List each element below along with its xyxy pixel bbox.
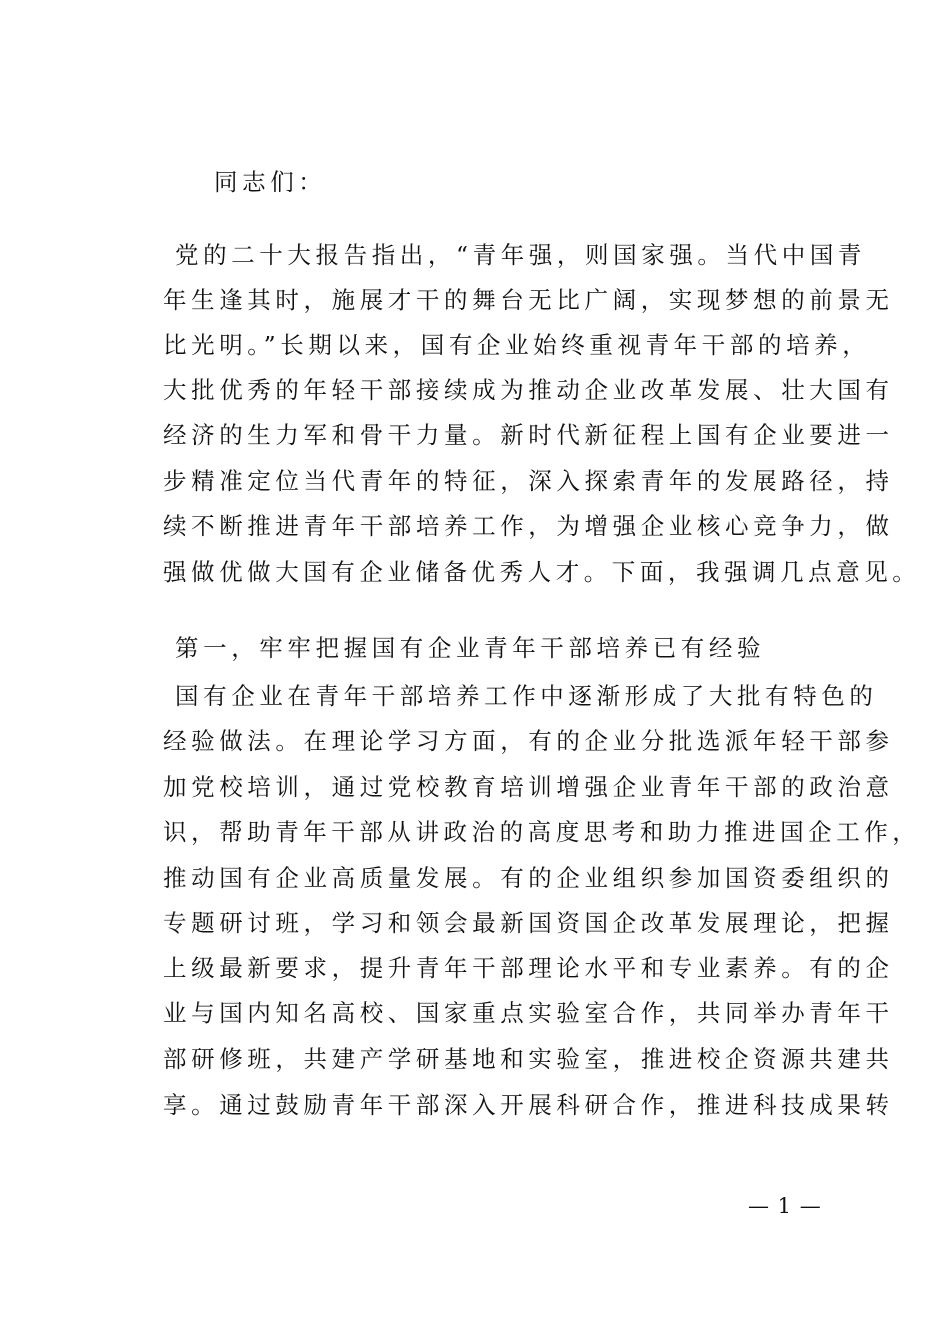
paragraph-line: 步精准定位当代青年的特征，深入探索青年的发展路径，持 xyxy=(163,467,894,495)
paragraph-line: 比光明。”长期以来，国有企业始终重视青年干部的培养， xyxy=(163,331,871,359)
paragraph-line: 大批优秀的年轻干部接续成为推动企业改革发展、壮大国有 xyxy=(163,376,894,404)
paragraph-line: 续不断推进青年干部培养工作，为增强企业核心竞争力，做 xyxy=(163,512,894,540)
paragraph-line: 年生逢其时，施展才干的舞台无比广阔，实现梦想的前景无 xyxy=(163,286,894,314)
paragraph-line: 经济的生力军和骨干力量。新时代新征程上国有企业要进一 xyxy=(163,421,894,449)
paragraph-line: 专题研讨班，学习和领会最新国资国企改革发展理论，把握 xyxy=(163,909,894,937)
paragraph-line: 业与国内知名高校、国家重点实验室合作，共同举办青年干 xyxy=(163,999,894,1027)
paragraph-line: 强做优做大国有企业储备优秀人才。下面，我强调几点意见。 xyxy=(163,558,921,586)
paragraph-line: 加党校培训，通过党校教育培训增强企业青年干部的政治意 xyxy=(163,773,894,801)
paragraph-line: 识，帮助青年干部从讲政治的高度思考和助力推进国企工作， xyxy=(163,818,921,846)
paragraph-line: 国有企业在青年干部培养工作中逐渐形成了大批有特色的 xyxy=(175,682,878,710)
section-heading: 第一，牢牢把握国有企业青年干部培养已有经验 xyxy=(175,634,766,662)
paragraph-line: 党的二十大报告指出，“青年强，则国家强。当代中国青 xyxy=(175,241,867,269)
paragraph-line: 经验做法。在理论学习方面，有的企业分批选派年轻干部参 xyxy=(163,727,894,755)
paragraph-line: 享。通过鼓励青年干部深入开展科研合作，推进科技成果转 xyxy=(163,1091,894,1119)
page-number: — 1 — xyxy=(748,1194,822,1218)
paragraph-line: 推动国有企业高质量发展。有的企业组织参加国资委组织的 xyxy=(163,864,894,892)
paragraph-line: 部研修班，共建产学研基地和实验室，推进校企资源共建共 xyxy=(163,1045,894,1073)
salutation: 同志们： xyxy=(214,168,327,196)
paragraph-line: 上级最新要求，提升青年干部理论水平和专业素养。有的企 xyxy=(163,954,894,982)
